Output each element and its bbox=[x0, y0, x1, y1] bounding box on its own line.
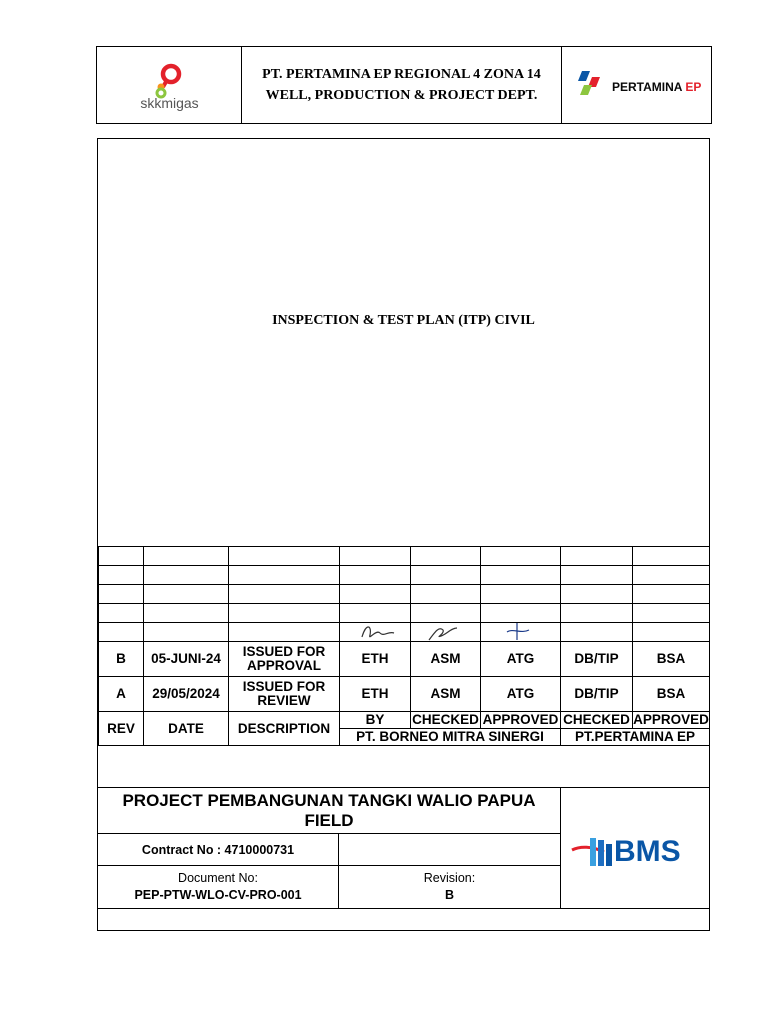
client-checked-cell: DB/TIP bbox=[561, 642, 633, 677]
pertamina-logo-mark-icon bbox=[576, 69, 608, 101]
by-cell: ETH bbox=[340, 642, 411, 677]
revision-label: Revision: bbox=[423, 871, 476, 885]
empty-row bbox=[99, 604, 710, 623]
by-cell: ETH bbox=[340, 677, 411, 712]
client-approved-cell: BSA bbox=[633, 677, 710, 712]
contract-number: Contract No : 4710000731 bbox=[141, 842, 295, 857]
client-approved-header: APPROVED bbox=[633, 712, 709, 727]
bms-logo bbox=[566, 830, 706, 876]
signature-row bbox=[99, 623, 710, 642]
rev-header: REV bbox=[99, 712, 144, 746]
client-approved-cell: BSA bbox=[633, 642, 710, 677]
client-checked-cell: DB/TIP bbox=[561, 677, 633, 712]
checked-cell: ASM bbox=[411, 642, 481, 677]
divider bbox=[97, 787, 710, 788]
project-title: PROJECT PEMBANGUNAN TANGKI WALIO PAPUA FIELD bbox=[122, 791, 536, 830]
bms-logo-mark-icon bbox=[570, 836, 614, 870]
revision-value: B bbox=[444, 888, 455, 902]
empty-row bbox=[99, 547, 710, 566]
pertamina-ep-suffix: EP bbox=[685, 80, 702, 94]
approved-header: APPROVED bbox=[481, 712, 561, 729]
document-number-cell bbox=[98, 866, 338, 908]
rev-cell: B bbox=[99, 642, 144, 677]
header-title-line1: PT. PERTAMINA EP REGIONAL 4 ZONA 14 bbox=[262, 67, 541, 82]
checked-header: CHECKED bbox=[412, 712, 479, 727]
description-cell: ISSUED FOR REVIEW bbox=[229, 677, 340, 712]
document-number-label: Document No: bbox=[178, 871, 258, 885]
document-title: INSPECTION & TEST PLAN (ITP) CIVIL bbox=[272, 313, 535, 328]
bms-logo-text: BMS bbox=[614, 835, 681, 868]
description-header: DESCRIPTION bbox=[229, 712, 340, 746]
revision-row bbox=[99, 642, 710, 677]
signature-checked-icon bbox=[411, 623, 481, 642]
checked-cell: ASM bbox=[411, 677, 481, 712]
client-checked-header: CHECKED bbox=[561, 712, 633, 729]
document-header bbox=[96, 46, 712, 124]
date-header: DATE bbox=[144, 712, 229, 746]
description-cell: ISSUED FOR APPROVAL bbox=[229, 642, 340, 677]
rev-cell: A bbox=[99, 677, 144, 712]
revision-header-row bbox=[99, 712, 710, 729]
signature-by-icon bbox=[340, 623, 411, 642]
signature-approved-icon bbox=[481, 623, 561, 642]
approved-cell: ATG bbox=[481, 642, 561, 677]
pertamina-word: PERTAMINA bbox=[612, 80, 682, 94]
date-cell: 29/05/2024 bbox=[144, 677, 229, 712]
date-cell: 05-JUNI-24 bbox=[144, 642, 229, 677]
revision-cell bbox=[339, 866, 560, 908]
header-title bbox=[242, 47, 562, 123]
pertamina-logo-text bbox=[612, 80, 701, 94]
pertamina-logo bbox=[562, 47, 711, 123]
revision-table bbox=[98, 546, 710, 746]
client-name: PT.PERTAMINA EP bbox=[561, 729, 710, 746]
revision-row bbox=[99, 677, 710, 712]
document-number: PEP-PTW-WLO-CV-PRO-001 bbox=[134, 888, 302, 902]
empty-row bbox=[99, 585, 710, 604]
approved-cell: ATG bbox=[481, 677, 561, 712]
divider bbox=[97, 908, 710, 909]
by-header: BY bbox=[340, 712, 411, 729]
divider bbox=[560, 787, 561, 908]
empty-row bbox=[99, 566, 710, 585]
contractor-name: PT. BORNEO MITRA SINERGI bbox=[340, 729, 561, 746]
skkmigas-logo-text: skkmigas bbox=[140, 95, 199, 111]
header-title-line2: WELL, PRODUCTION & PROJECT DEPT. bbox=[265, 88, 538, 103]
skkmigas-logo bbox=[97, 47, 242, 123]
